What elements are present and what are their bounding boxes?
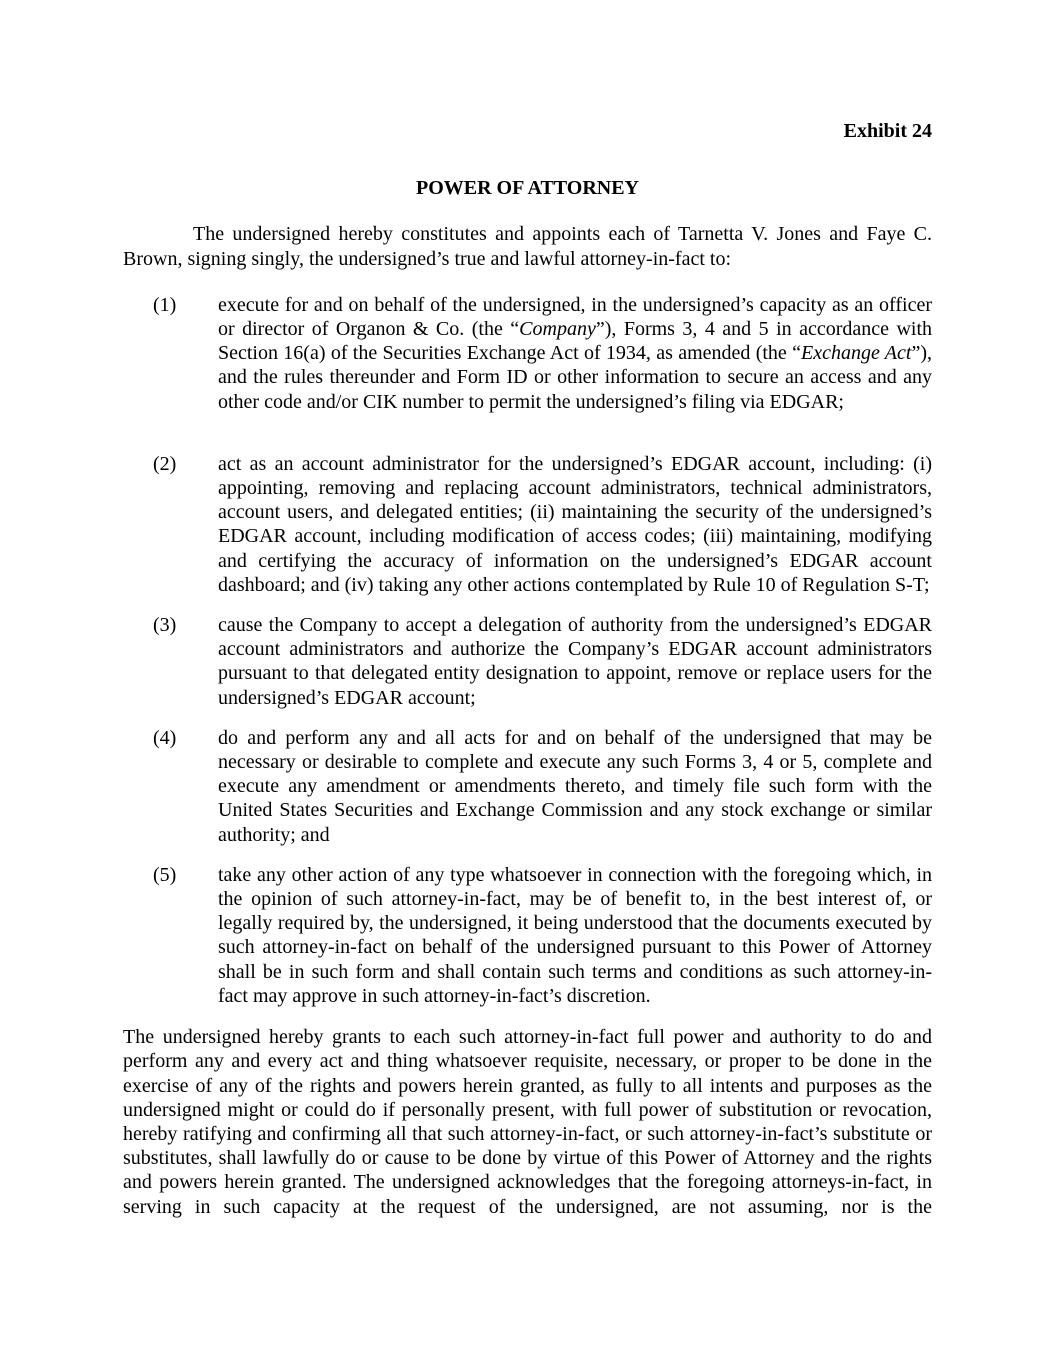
item-text: cause the Company to accept a delegation of authority from the undersigned’s EDGAR account administrators and authorize the Company’s EDGAR account administrators pursuant to that delegated entity designation to appoint, remove or replace users for the undersigned’s EDGAR account;	[218, 614, 932, 709]
list-item	[123, 452, 932, 597]
item-number: (5)	[153, 863, 177, 886]
item-text: execute for and on behalf of the undersigned, in the undersigned’s capacity as an officer or director of Organon & Co. (the “Company”), Forms 3, 4 and 5 in accordance with Section 16(a) of the Securities Exchange Act of 1934, as amended (the “Exchange Act”), and the rules thereunder and Form ID or other information to secure an access and any other code and/or CIK number to permit the undersigned’s filing via EDGAR;	[218, 293, 933, 413]
numbered-list	[123, 293, 932, 1008]
closing-paragraph: The undersigned hereby grants to each such attorney-in-fact full power and authority to do and perform any and every act and thing whatsoever requisite, necessary, or proper to be done in the exercise of any of the rights and powers herein granted, as fully to all intents and purposes as the undersigned might or could do if personally present, with full power of substitution or revocation, hereby ratifying and confirming all that such attorney-in-fact, or such attorney-in-fact’s substitute or substitutes, shall lawfully do or cause to be done by virtue of this Power of Attorney and the rights and powers herein granted. The undersigned acknowledges that the foregoing attorneys-in-fact, in serving in such capacity at the request of the undersigned, are not assuming, nor is the	[123, 1026, 932, 1218]
page-title: POWER OF ATTORNEY	[416, 177, 639, 200]
list-item	[123, 726, 932, 847]
exhibit-label: Exhibit 24	[843, 120, 932, 142]
item-text: act as an account administrator for the undersigned’s EDGAR account, including: (i) appointing, removing and replacing account administrators, technical administrators, account users, and delegated entities; (ii) maintaining the security of the undersigned’s EDGAR account, including modification of access codes; (iii) maintaining, modifying and certifying the accuracy of information on the undersigned’s EDGAR account dashboard; and (iv) taking any other actions contemplated by Rule 10 of Regulation S-T;	[218, 452, 932, 596]
intro-paragraph: The undersigned hereby constitutes and appoints each of Tarnetta V. Jones and Faye C. Brown, signing singly, the undersigned’s true and lawful attorney-in-fact to:	[123, 223, 932, 270]
item-number: (2)	[153, 452, 177, 475]
item-number: (1)	[153, 293, 177, 316]
item-text: take any other action of any type whatsoever in connection with the foregoing which, in the opinion of such attorney-in-fact, may be of benefit to, in the best interest of, or legally required by, the undersigned, it being understood that the documents executed by such attorney-in-fact on behalf of the undersigned pursuant to this Power of Attorney shall be in such form and shall contain such terms and conditions as such attorney-in-fact may approve in such attorney-in-fact’s discretion.	[218, 863, 932, 1007]
item-text: do and perform any and all acts for and on behalf of the undersigned that may be necessary or desirable to complete and execute any such Forms 3, 4 or 5, complete and execute any amendment or amendments thereto, and timely file such form with the United States Securities and Exchange Commission and any stock exchange or similar authority; and	[218, 726, 932, 846]
item-number: (4)	[153, 726, 177, 749]
item-number: (3)	[153, 614, 177, 637]
list-item	[123, 863, 932, 1008]
list-item	[123, 293, 932, 414]
list-item	[123, 613, 932, 710]
